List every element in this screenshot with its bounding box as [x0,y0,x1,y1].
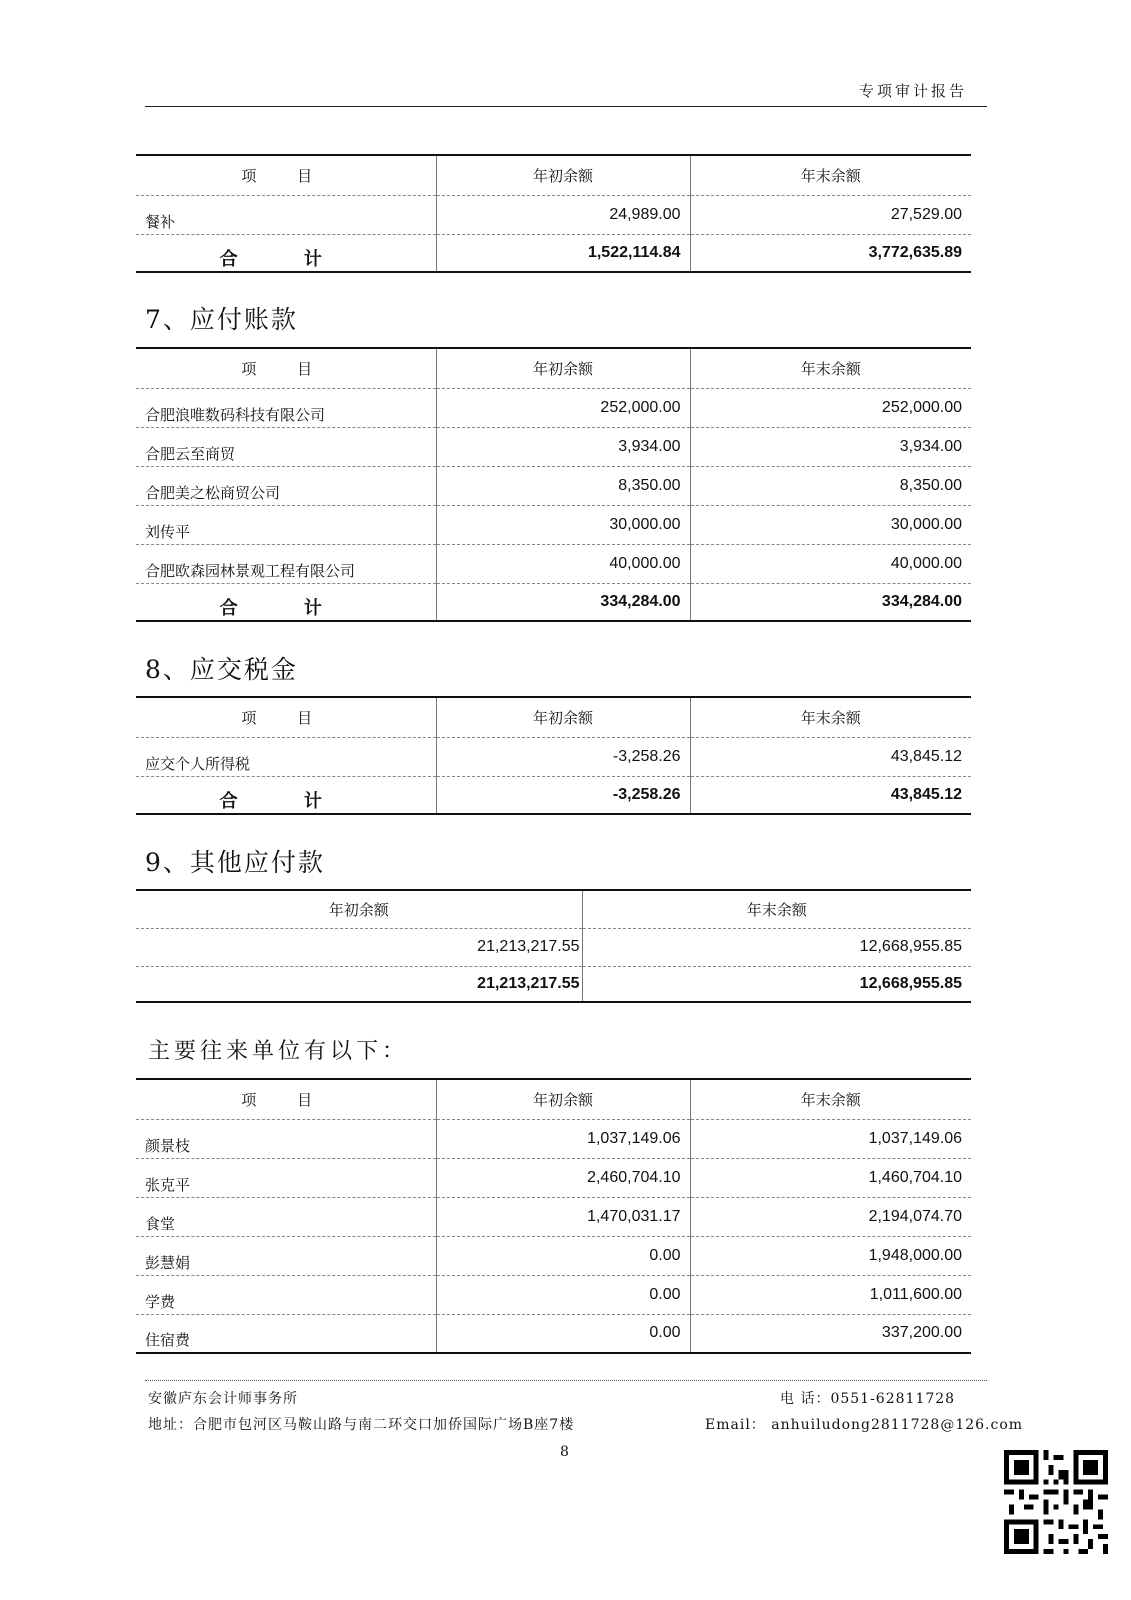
col-header-begin: 年初余额 [436,697,690,737]
other-payables-table [136,889,971,1003]
col-header-begin: 年初余额 [436,1079,690,1119]
row-begin: 8,350.00 [436,466,690,505]
section-9-title: 9、其他应付款 [145,848,325,877]
row-end: 43,845.12 [690,737,971,776]
col-header-begin: 年初余额 [136,890,582,928]
accounts-payable-table [136,347,971,622]
col-header-end: 年末余额 [690,697,971,737]
row-begin: 0.00 [436,1314,690,1353]
col-header-end: 年末余额 [582,890,971,928]
col-header-end: 年末余额 [690,155,971,195]
row-label: 学费 [136,1275,436,1314]
row-end: 1,948,000.00 [690,1236,971,1275]
total-end: 43,845.12 [690,776,971,814]
total-label: 合 计 [219,249,352,270]
row-end: 3,934.00 [690,427,971,466]
total-begin: 1,522,114.84 [436,234,690,272]
col-header-item: 项 目 [136,155,436,195]
row-end: 40,000.00 [690,544,971,583]
section-8-title: 8、应交税金 [145,655,298,684]
row-label: 合肥浪唯数码科技有限公司 [136,388,436,427]
header-divider [145,106,987,107]
row-begin: 0.00 [436,1236,690,1275]
row-begin: 24,989.00 [436,195,690,234]
firm-phone: 电 话：0551-62811728 [780,1391,956,1407]
col-header-item: 项 目 [136,697,436,737]
row-end: 27,529.00 [690,195,971,234]
col-header-end: 年末余额 [690,348,971,388]
row-end: 1,011,600.00 [690,1275,971,1314]
total-begin: -3,258.26 [436,776,690,814]
firm-email: Email： anhuiludong2811728@126.com [705,1417,1024,1433]
row-begin: 30,000.00 [436,505,690,544]
col-header-end: 年末余额 [690,1079,971,1119]
row-begin: 21,213,217.55 [136,928,582,966]
report-title: 专项审计报告 [858,82,967,100]
col-header-item: 项 目 [136,1079,436,1119]
total-begin: 21,213,217.55 [477,974,580,992]
row-end: 252,000.00 [690,388,971,427]
footer-divider [145,1380,987,1381]
main-counterparties-table [136,1078,971,1354]
meal-allowance-table [136,154,971,273]
row-end: 1,460,704.10 [690,1158,971,1197]
row-end: 337,200.00 [690,1314,971,1353]
firm-address: 地址：合肥市包河区马鞍山路与南二环交口加侨国际广场B座7楼 [148,1417,575,1433]
row-end: 30,000.00 [690,505,971,544]
total-end: 334,284.00 [690,583,971,621]
taxes-payable-table [136,696,971,815]
row-begin: 1,037,149.06 [436,1119,690,1158]
qr-code-icon [1004,1450,1108,1554]
row-end: 2,194,074.70 [690,1197,971,1236]
row-label: 食堂 [136,1197,436,1236]
row-begin: 2,460,704.10 [436,1158,690,1197]
total-end: 12,668,955.85 [582,966,971,1002]
section-7-title: 7、应付账款 [145,305,298,334]
row-end: 1,037,149.06 [690,1119,971,1158]
row-begin: -3,258.26 [436,737,690,776]
col-header-begin: 年初余额 [436,348,690,388]
col-header-item: 项 目 [136,348,436,388]
total-end: 3,772,635.89 [690,234,971,272]
row-begin: 3,934.00 [436,427,690,466]
total-begin: 334,284.00 [436,583,690,621]
row-end: 12,668,955.85 [582,928,971,966]
row-label: 颜景枝 [136,1119,436,1158]
row-label: 应交个人所得税 [136,737,436,776]
row-begin: 40,000.00 [436,544,690,583]
firm-name: 安徽庐东会计师事务所 [148,1391,298,1407]
row-begin: 0.00 [436,1275,690,1314]
row-begin: 252,000.00 [436,388,690,427]
row-end: 8,350.00 [690,466,971,505]
row-label: 刘传平 [136,505,436,544]
row-label: 合肥云至商贸 [136,427,436,466]
total-label: 合 计 [219,791,352,812]
row-label: 餐补 [136,195,436,234]
col-header-begin: 年初余额 [436,155,690,195]
page-number: 8 [560,1444,570,1460]
row-label: 合肥美之松商贸公司 [136,466,436,505]
main-units-title: 主要往来单位有以下： [148,1039,409,1064]
row-label: 合肥欧森园林景观工程有限公司 [136,544,436,583]
total-label: 合 计 [219,598,352,619]
row-label: 张克平 [136,1158,436,1197]
row-label: 住宿费 [145,1331,191,1349]
row-label: 彭慧娟 [136,1236,436,1275]
row-begin: 1,470,031.17 [436,1197,690,1236]
